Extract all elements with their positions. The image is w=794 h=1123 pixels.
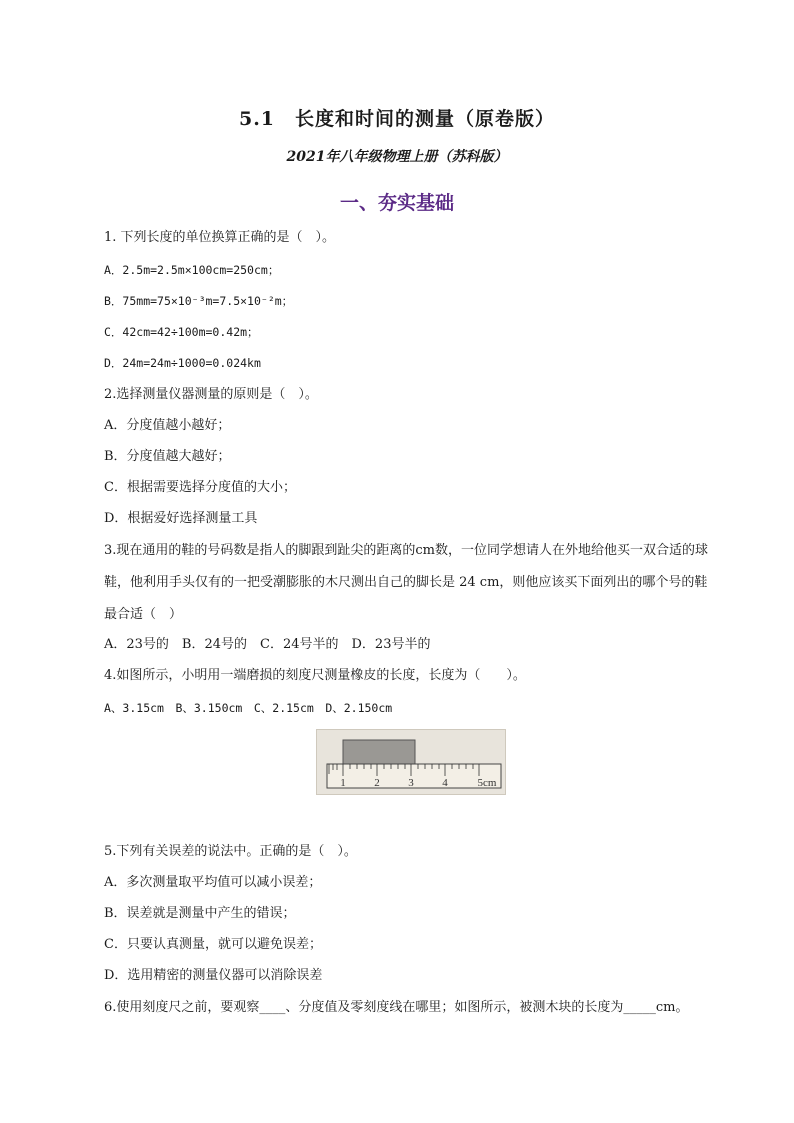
question-1-stem: 1. 下列长度的单位换算正确的是（ ）。 (104, 230, 336, 245)
page-title: 5.1 长度和时间的测量（原卷版） (238, 108, 556, 130)
question-2-option-b: B．分度值越大越好； (104, 449, 231, 464)
question-6-stem: 6.使用刻度尺之前，要观察____、分度值及零刻度线在哪里；如图所示，被测木块的长度为_____cm。 (104, 1000, 689, 1015)
ruler-label-1: 1 (340, 777, 346, 789)
question-4-options: A、3.15cm B、3.150cm C、2.15cm D、2.150cm (104, 701, 393, 715)
ruler-eraser-illustration (317, 730, 505, 794)
question-2-stem: 2.选择测量仪器测量的原则是（ ）。 (104, 387, 318, 402)
question-2-option-c: C．根据需要选择分度值的大小； (104, 480, 296, 495)
question-2-option-a: A．分度值越小越好； (104, 418, 231, 433)
question-1-option-a: A．2.5m=2.5m×100cm=250cm； (104, 263, 280, 277)
question-3-stem: 3.现在通用的鞋的号码数是指人的脚跟到趾尖的距离的cm数，一位同学想请人在外地给他买一双合适的球鞋，他利用手头仅有的一把受潮膨胀的木尺测出自己的脚长是 24 cm，则他应该买下面列出的哪个号的鞋最合适（ ） (104, 543, 709, 622)
question-4-stem: 4.如图所示，小明用一端磨损的刻度尺测量橡皮的长度，长度为（ ）。 (104, 668, 526, 683)
ruler-body (327, 764, 501, 788)
ruler-label-4: 4 (442, 777, 448, 789)
question-1-option-c: C．42cm=42÷100m=0.42m； (104, 325, 259, 339)
ruler-label-5cm: 5cm (477, 777, 497, 789)
section-heading: 一、夯实基础 (339, 192, 454, 214)
question-5-option-c: C．只要认真测量，就可以避免误差； (104, 937, 322, 952)
question-5-option-b: B．误差就是测量中产生的错误； (104, 906, 296, 921)
page-subtitle: 2021年八年级物理上册（苏科版） (286, 149, 508, 165)
question-3-options: A．23号的 B．24号的 C．24号半的 D．23号半的 (104, 637, 431, 652)
question-5-option-d: D．选用精密的测量仪器可以消除误差 (104, 968, 323, 983)
ruler-label-3: 3 (408, 777, 414, 789)
ruler-eraser-figure (316, 729, 506, 795)
ruler-label-2: 2 (374, 777, 380, 789)
question-5-option-a: A．多次测量取平均值可以减小误差； (104, 875, 322, 890)
question-1-option-d: D．24m=24m÷1000=0.024km (104, 356, 261, 370)
question-1-option-b: B．75mm=75×10⁻³m=7.5×10⁻²m； (104, 294, 294, 308)
eraser (343, 740, 415, 764)
question-5-stem: 5.下列有关误差的说法中。正确的是（ ）。 (104, 844, 357, 859)
question-2-option-d: D．根据爱好选择测量工具 (104, 511, 258, 526)
